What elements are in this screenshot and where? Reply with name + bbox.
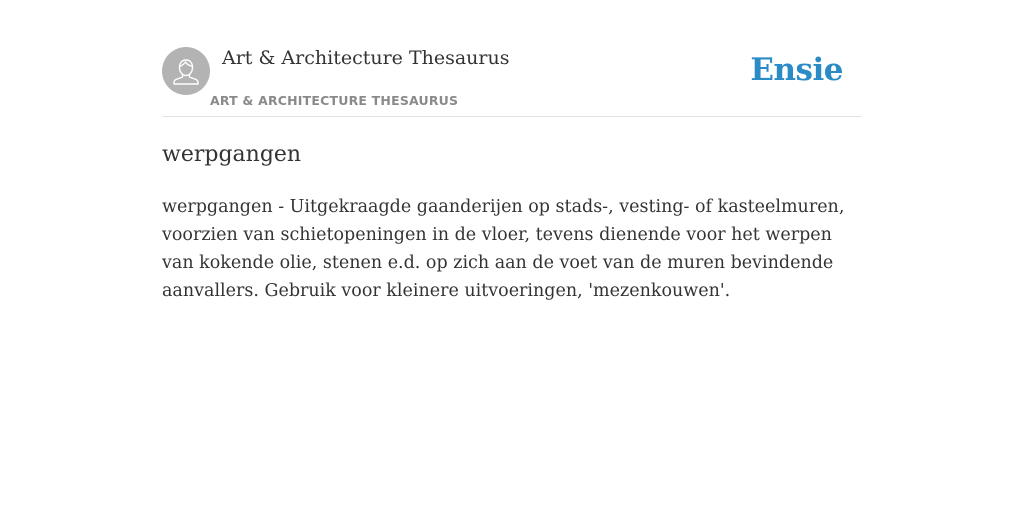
author-name[interactable]: Art & Architecture Thesaurus: [222, 47, 510, 69]
ensie-logo[interactable]: Ensie: [750, 52, 843, 88]
term-title: werpgangen: [162, 142, 302, 167]
source-label[interactable]: ART & ARCHITECTURE THESAURUS: [210, 93, 459, 108]
header: [162, 46, 862, 117]
user-icon: [162, 47, 210, 95]
term-definition: werpgangen - Uitgekraagde gaanderijen op stads-, vesting- of kasteelmuren, voorzien van schietopeningen in de vloer, tevens dienende voor het werpen van kokende olie, stenen e.d. op zich aan de voet van de muren bevindende aanvallers. Gebruik voor kleinere uitvoeringen, 'mezenkouwen'.: [162, 197, 845, 301]
avatar[interactable]: [162, 47, 210, 95]
